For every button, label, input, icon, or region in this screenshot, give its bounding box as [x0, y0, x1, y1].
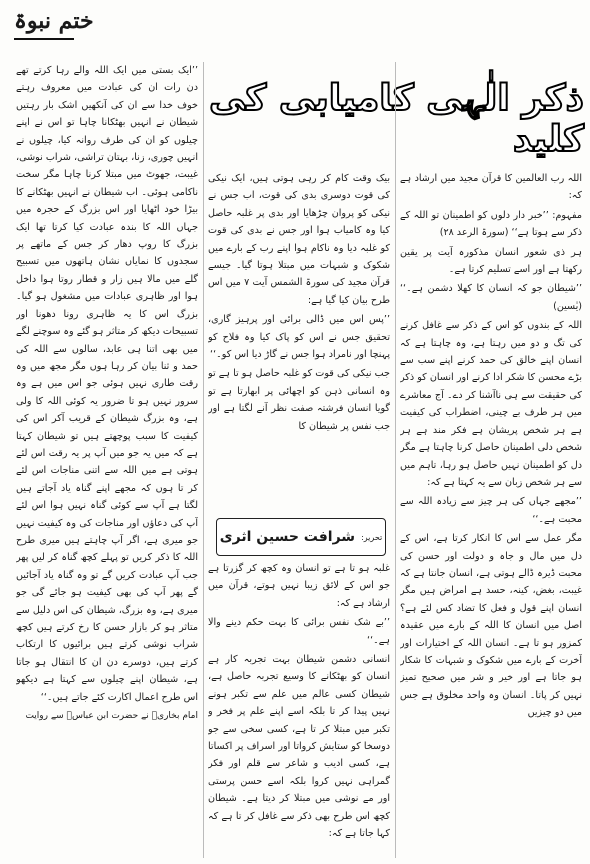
quote: ’’بے شک نفس برائی کا بہت حکم دینے والا ہے۔‘‘ — [208, 617, 390, 646]
paragraph: امام بخاریؒ نے حضرت ابن عباسؓ سے روایت — [25, 711, 198, 722]
column-divider-right — [395, 62, 396, 858]
paragraph: مگر عمل سے اس کا انکار کرتا ہے، اس کے دل میں مال و جاہ و دولت اور حسن کی محبت ڈیرہ ڈالے ہوتی ہے، انسان جانتا ہے کہ غیبت، بغض، کینہ، حسد ہے امراض ہیں مگر انسان اپنے قول و فعل کا تضاد کس لئے ہے؟ اصل میں انسان کا اللہ کے بارے میں عقیدہ کمزور ہو تا ہے۔ انسان اللہ کے اختیارات اور آخرت کے بارے میں شکوک و شبہات کا شکار ہو جاتا ہے اور خیر و شر میں صحیح تمیز نہیں کر پاتا۔ انسان وہ واحد مخلوق ہے جس میں دو چیزیں — [400, 533, 582, 719]
quote: ’’مجھے جہاں کی ہر چیز سے زیادہ اللہ سے محبت ہے۔‘‘ — [400, 496, 582, 525]
paragraph: ہر ذی شعور انسان مذکورہ آیت پر یقین رکھتا ہے اور اسے تسلیم کرتا ہے۔ — [400, 246, 582, 276]
column-right — [400, 170, 582, 860]
paragraph: ’’ایک بستی میں ایک اللہ والے رہا کرتے تھے دن رات ان کی عبادت میں معروف رہتے خوف خدا سے ان کی آنکھیں اشک بار رہتیں شیطان نے انہیں بھٹکانا چاہا تو اس نے اپنے چیلوں کو ان کی طرف روانہ کیا، چیلوں نے انہیں چوری، زنا، بہتان تراشی، شراب نوشی، غیبت، جھوٹ میں مبتلا کرنا چاہا مگر سخت ناکامی ہوئی۔ اب شیطان نے انہیں بھٹکانے کا بیڑا خود اٹھایا اور اس بزرگ کے حجرہ میں جہاں اللہ کا بندہ عبادت کیا کرتا تھا ایک بزرگ کا روپ دھار کر جس کے ماتھے پر سجدوں کا نمایاں نشان ہاتھوں میں تسبیح گلے میں مالا ہیں زار و قطار روتا ہوا داخل ہوا اور ظاہری عبادات میں مشغول ہو گیا۔ بزرگ اس کا یہ ظاہری رونا دھونا اور تسبیحات دیکھ کر متاثر ہو گئے وہ سوچنے لگے میں بھی اتنا ہی عابد، سالوں سے اللہ کی حمد و ثنا بیان کر رہا ہوں مگر مجھ میں وہ رقت طاری نہیں ہوئی جو اس میں ہے وہ سرور نہیں ہو تا ضرور یہ کوئی اللہ کا ولی ہے، وہ بزرگ شیطان کے قریب آکر اس کی کیفیت کا سبب پوچھتے ہیں تو شیطان کہتا ہے کہ میں یہ جو میں آپ پر یہ رقت اس لئے ہوتی ہے میں اللہ سے اتنی مناجات اس لئے کر تا ہوں کہ مجھے اپنے گناہ یاد آجاتے ہیں لگتا ہے آپ سے کوئی گناہ نہیں ہوا اس لئے آپ کی دعاؤں اور مناجات کی وہ کیفیت نہیں جو میری ہے، اگر آپ چاہتے ہیں میری طرح اللہ کا ذکر کریں تو پہلے کچھ گناہ کر لیں پھر جب آپ عبادت کریں گے تو وہ گناہ یاد آجائیں گے پھر آپ کی بھی کیفیت ہو جائے گی جو میری ہے، وہ بزرگ، شیطان کی اس دلیل سے متاثر ہو کر بازار حسن کا رخ کرتے ہیں کچھ شراب نوشی کرتے ہیں برائیوں کا ارتکاب کرتے ہیں، دوسرے دن ان کا انتقال ہو جاتا ہے، شیطان اپنے چیلوں سے کہتا ہے دیکھو اس طرح اعمال اکارت کئے جاتے ہیں۔‘‘ — [16, 65, 198, 703]
section-mark: ختم نبوۃ — [14, 8, 94, 34]
column-middle — [208, 170, 390, 860]
quote: ’’پس اس میں ڈالی برائی اور پرہیز گاری، تحقیق جس نے اس کو پاک کیا وہ فلاح کو پہنچا اور نامراد ہوا جس نے گاڑ دیا اس کو۔‘‘ — [208, 314, 390, 361]
paragraph: اللہ رب العالمین کا قرآن مجید میں ارشاد ہے کہ: — [400, 173, 582, 202]
author-byline — [216, 518, 386, 556]
paragraph: غلبہ ہو تا ہے تو انسان وہ کچھ کر گزرتا ہے جو اس کے لائق زیبا نہیں ہوتے، قرآن میں ارشاد ہے کہ: — [208, 563, 390, 609]
column-left — [16, 62, 198, 860]
article-title — [200, 80, 584, 158]
column-middle-bottom — [208, 560, 390, 843]
paragraph: بیک وقت کام کر رہی ہوتی ہیں، ایک نیکی کی قوت دوسری بدی کی قوت، اب جس نے نیکی کو پروان چڑھایا اور بدی پر غلبہ حاصل کیا وہ کامیاب ہوا اور جس نے بدی کی قوت کو غلبہ دیا وہ ناکام ہوا اپنے رب کے بارے میں شکوک و شبہات میں مبتلا ہوتا گیا۔ جیسے قرآن مجید کی سورۃ الشمس آیت ۷ میں اس طرح بیان کیا گیا ہے: — [208, 173, 390, 306]
section-rule — [14, 38, 74, 40]
paragraph: جب نیکی کی قوت کو غلبہ حاصل ہو تا ہے تو وہ انسانی ذہن کو اچھائی پر ابھارتا ہے تو گویا انسان فرشتہ صفت نظر آنے لگتا ہے اور جب نفس پر شیطان کا — [208, 368, 390, 432]
article-title-text: ذکر الٰہی کامیابی کی کلید — [208, 78, 584, 160]
author-name: شرافت حسین اثری — [219, 529, 356, 545]
byline-label: تحریر: — [361, 532, 383, 542]
quote: ’’شیطان جو کہ انسان کا کھلا دشمن ہے۔‘‘ (یٰسین) — [400, 283, 582, 312]
paragraph: اللہ کے بندوں کو اس کے ذکر سے غافل کرنے کی تگ و دو میں رہتا ہے، وہ چاہتا ہے کہ انسان اپنے خالق کی حمد کرنے اپنے سب سے بڑے محسن کا شکر ادا کرنے اور انسان کو ذکر کی حقیقت سے ہی ناآشنا کر دے۔ آج معاشرے میں ہر طرف بے چینی، اضطراب کی کیفیت ہے ہر شخص پریشان ہے فکر مند ہے ہر شخص دلی اطمینان حاصل کرنا چاہتا ہے مگر دل کو اطمینان نہیں حاصل ہو رہا، تاہم میں سے ہر شخص زبان سے یہ کہتا ہے کہ: — [400, 320, 582, 488]
quote: مفہوم: ’’خبر دار دلوں کو اطمینان تو اللہ کے ذکر سے ہوتا ہے‘‘ (سورۃ الرعد ۲۸) — [400, 209, 582, 239]
column-middle-top — [208, 170, 390, 510]
paragraph: انسانی دشمن شیطان بہت تجربہ کار ہے انسان کو بھٹکانے کا وسیع تجربہ حاصل ہے، شیطان کسی عالم میں علم سے تکبر ہونے نہیں پیدا کر تا بلکہ اسے اپنے علم پر فخر و تکبر میں مبتلا کر تا ہے، کسی سخی سے جو دوسخا کو ستایش کرواتا اور اسراف پر اکساتا ہے، کسی ادیب و شاعر سے قلم اور فکر گمراہی نہیں کروا بلکہ اسے حسن پرستی اور مے نوشی میں مبتلا کر دیتا ہے۔ شیطان کچھ اس طرح بھی ذکر سے غافل کر تا ہے کہ کہا جاتا ہے کہ: — [208, 654, 390, 840]
column-divider-left — [203, 62, 204, 858]
